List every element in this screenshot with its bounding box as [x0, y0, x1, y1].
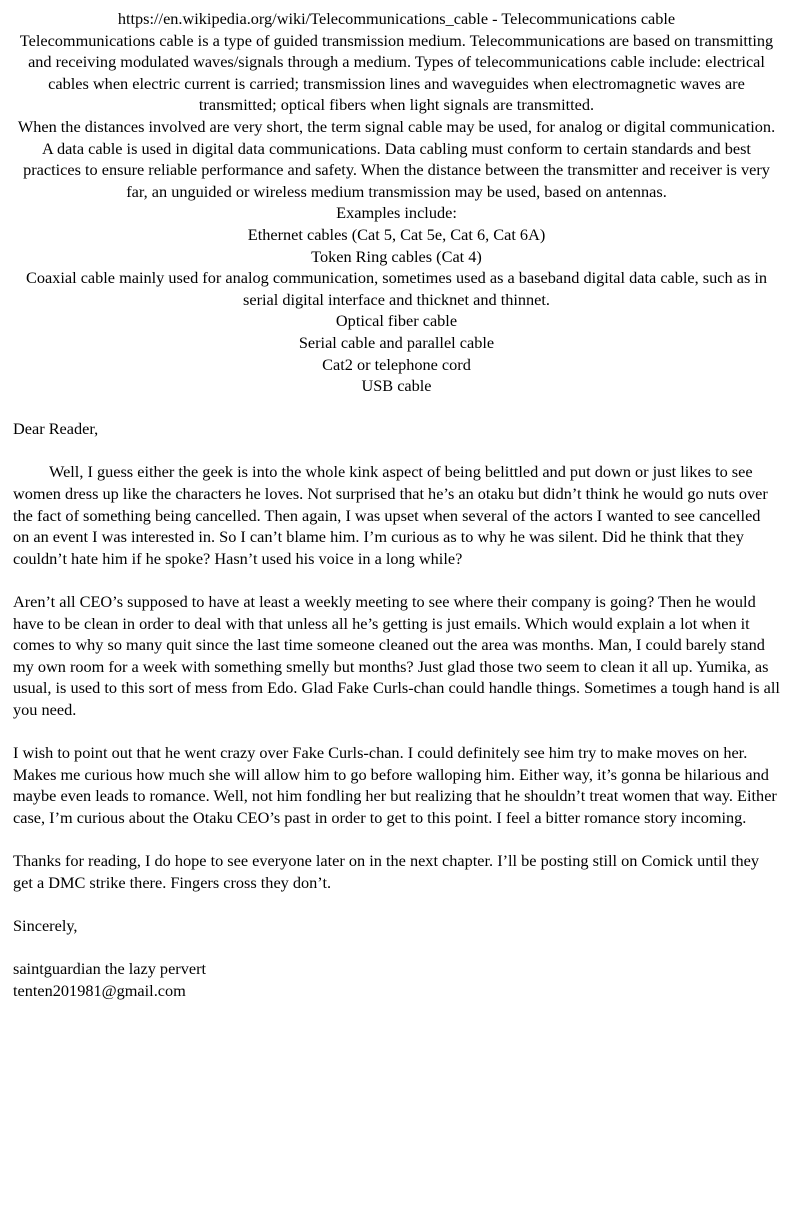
header-separator: - — [488, 9, 502, 28]
spacer — [13, 937, 780, 959]
examples-intro: Examples include: — [336, 203, 457, 223]
article-header — [13, 8, 780, 30]
signature-name: saintguardian the lazy pervert — [13, 959, 207, 979]
example-item: Optical fiber cable — [335, 311, 458, 331]
example-item: Coaxial cable mainly used for analog communication, sometimes used as a baseband digital data cable, such as in serial digital interface and thicknet and thinnet. — [25, 268, 768, 309]
spacer — [13, 440, 780, 462]
letter-paragraph: I wish to point out that he went crazy over Fake Curls-chan. I could definitely see him try to make moves on her. Makes me curious how much she will allow him to go before walloping him. Either way, it’s gonna be hilarious and maybe even leads to romance. Well, not him fondling her but realizing that he shouldn’t treat women that way. Either case, I’m curious about the Otaku CEO’s past in order to get to this point. I feel a bitter romance story incoming. — [13, 743, 777, 827]
letter-closing: Sincerely, — [13, 915, 78, 935]
letter-paragraph: Well, I guess either the geek is into the whole kink aspect of being belittled and put down or just likes to see women dress up like the characters he loves. Not surprised that he’s an otaku but didn’t think he would go nuts over the fact of something being cancelled. Then again, I was upset when several of the actors I wanted to see cancelled on an event I was interested in. So I can’t blame him. I’m curious as to why he was silent. Did he think that they couldn’t hate him if he spoke? Hasn’t used his voice in a long while? — [13, 462, 768, 568]
example-item: USB cable — [361, 376, 432, 396]
article-paragraph: When the distances involved are very short, the term signal cable may be used, for analog or digital communication. A data cable is used in digital data communications. Data cabling must conform to certain standards and best practices to ensure reliable performance and safety. When the distance between the transmitter and receiver is very far, an unguided or wireless medium transmission may be used, based on antennas. — [17, 116, 776, 201]
example-item: Cat2 or telephone cord — [322, 354, 471, 374]
spacer — [13, 721, 780, 743]
example-item: Token Ring cables (Cat 4) — [311, 246, 482, 266]
article-title: Telecommunications cable — [501, 9, 676, 28]
article-section — [13, 8, 780, 397]
spacer — [13, 829, 780, 851]
spacer — [13, 397, 780, 419]
spacer — [13, 893, 780, 915]
example-item: Serial cable and parallel cable — [298, 332, 495, 352]
letter-paragraph: Thanks for reading, I do hope to see everyone later on in the next chapter. I’ll be posting still on Comick until they get a DMC strike there. Fingers cross they don’t. — [13, 851, 760, 892]
article-paragraph: Telecommunications cable is a type of guided transmission medium. Telecommunications are based on transmitting and receiving modulated waves/signals through a medium. Types of telecommunications cable include: electrical cables when electric current is carried; transmission lines and waveguides when electromagnetic waves are transmitted; optical fibers when light signals are transmitted. — [19, 30, 774, 115]
spacer — [13, 569, 780, 591]
example-item: Ethernet cables (Cat 5, Cat 5e, Cat 6, Cat 6A) — [247, 224, 546, 244]
letter-paragraph: Aren’t all CEO’s supposed to have at least a weekly meeting to see where their company is going? Then he would have to be clean in order to deal with that unless all he’s getting is just emails. Which would explain a lot when it comes to why so many quit since the last time someone cleaned out the area was months. Man, I could barely stand my own room for a week with something smelly but months? Just glad those two seem to clean it all up. Yumika, as usual, is used to this sort of mess from Edo. Glad Fake Curls-chan could handle things. Sometimes a tough hand is all you need. — [13, 592, 780, 719]
letter-salutation: Dear Reader, — [13, 419, 99, 439]
article-url-link[interactable]: https://en.wikipedia.org/wiki/Telecommunications_cable — [117, 9, 489, 28]
letter-section — [13, 418, 780, 1001]
signature-email: tenten201981@gmail.com — [13, 980, 186, 1000]
